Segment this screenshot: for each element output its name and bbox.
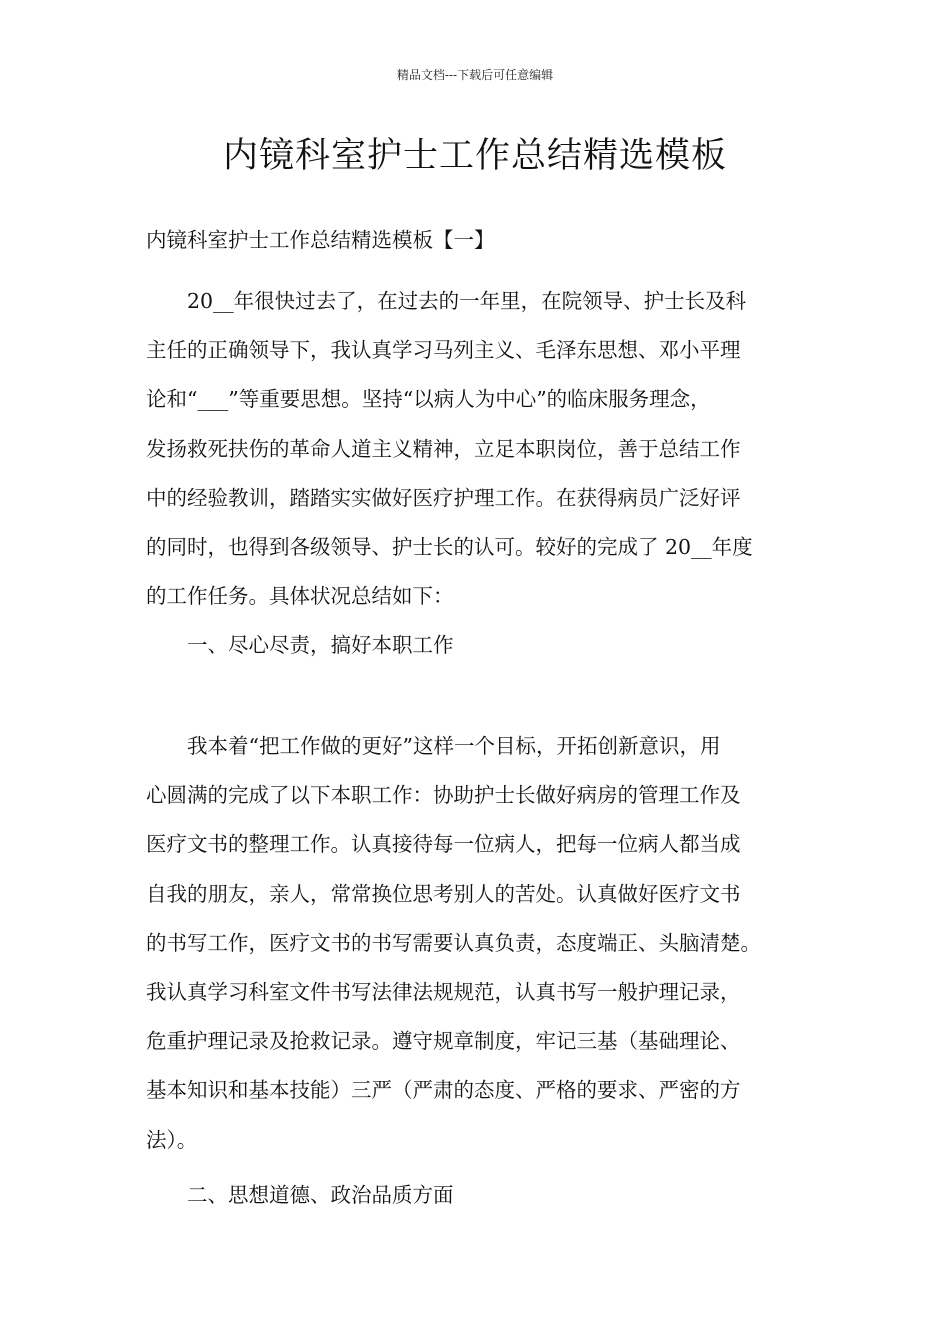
subheading-2: 二、思想道德、政治品质方面 [187, 1183, 454, 1207]
para2-line: 心圆满的完成了以下本职工作：协助护士长做好病房的管理工作及 [146, 783, 741, 808]
para1-line: 论和“___”等重要思想。坚持“以病人为中心”的临床服务理念， [146, 387, 711, 412]
para2-line: 医疗文书的整理工作。认真接待每一位病人，把每一位病人都当成 [146, 832, 741, 857]
para2-line: 的书写工作，医疗文书的书写需要认真负责，态度端正、头脑清楚。 [146, 930, 761, 955]
heading-1-block [146, 621, 826, 670]
para1-line: 发扬救死扶伤的革命人道主义精神，立足本职岗位，善于总结工作 [146, 436, 741, 461]
para1-line: 主任的正确领导下，我认真学习马列主义、毛泽东思想、邓小平理 [146, 338, 741, 363]
document-title: 内镜科室护士工作总结精选模板 [222, 136, 727, 176]
para1-line: 的同时，也得到各级领导、护士长的认可。较好的完成了 20__年度 [146, 535, 753, 560]
header-note: 精品文档---下载后可任意编辑 [396, 68, 554, 82]
para1-line: 的工作任务。具体状况总结如下： [146, 584, 454, 609]
para2-line: 法）。 [146, 1127, 198, 1152]
subheading-1: 一、尽心尽责，搞好本职工作 [187, 633, 454, 657]
para2-line: 我认真学习科室文件书写法律法规规范，认真书写一般护理记录， [146, 980, 741, 1005]
para1-line: 中的经验教训，踏踏实实做好医疗护理工作。在获得病员广泛好评 [146, 485, 741, 510]
para1-line: 20__年很快过去了，在过去的一年里，在院领导、护士长及科 [187, 289, 747, 313]
para2-line: 危重护理记录及抢救记录。遵守规章制度，牢记三基（基础理论、 [146, 1029, 741, 1054]
section-heading: 内镜科室护士工作总结精选模板【一】 [146, 228, 495, 252]
paragraph-2 [146, 722, 826, 1165]
section-heading-block [146, 216, 826, 265]
para2-line: 自我的朋友，亲人，常常换位思考别人的苦处。认真做好医疗文书 [146, 881, 741, 906]
heading-2-block [146, 1171, 826, 1220]
para2-line: 基本知识和基本技能）三严（严肃的态度、严格的要求、严密的方 [146, 1078, 741, 1103]
para2-line: 我本着“把工作做的更好”这样一个目标，开拓创新意识，用 [187, 734, 721, 758]
paragraph-1 [146, 277, 826, 621]
